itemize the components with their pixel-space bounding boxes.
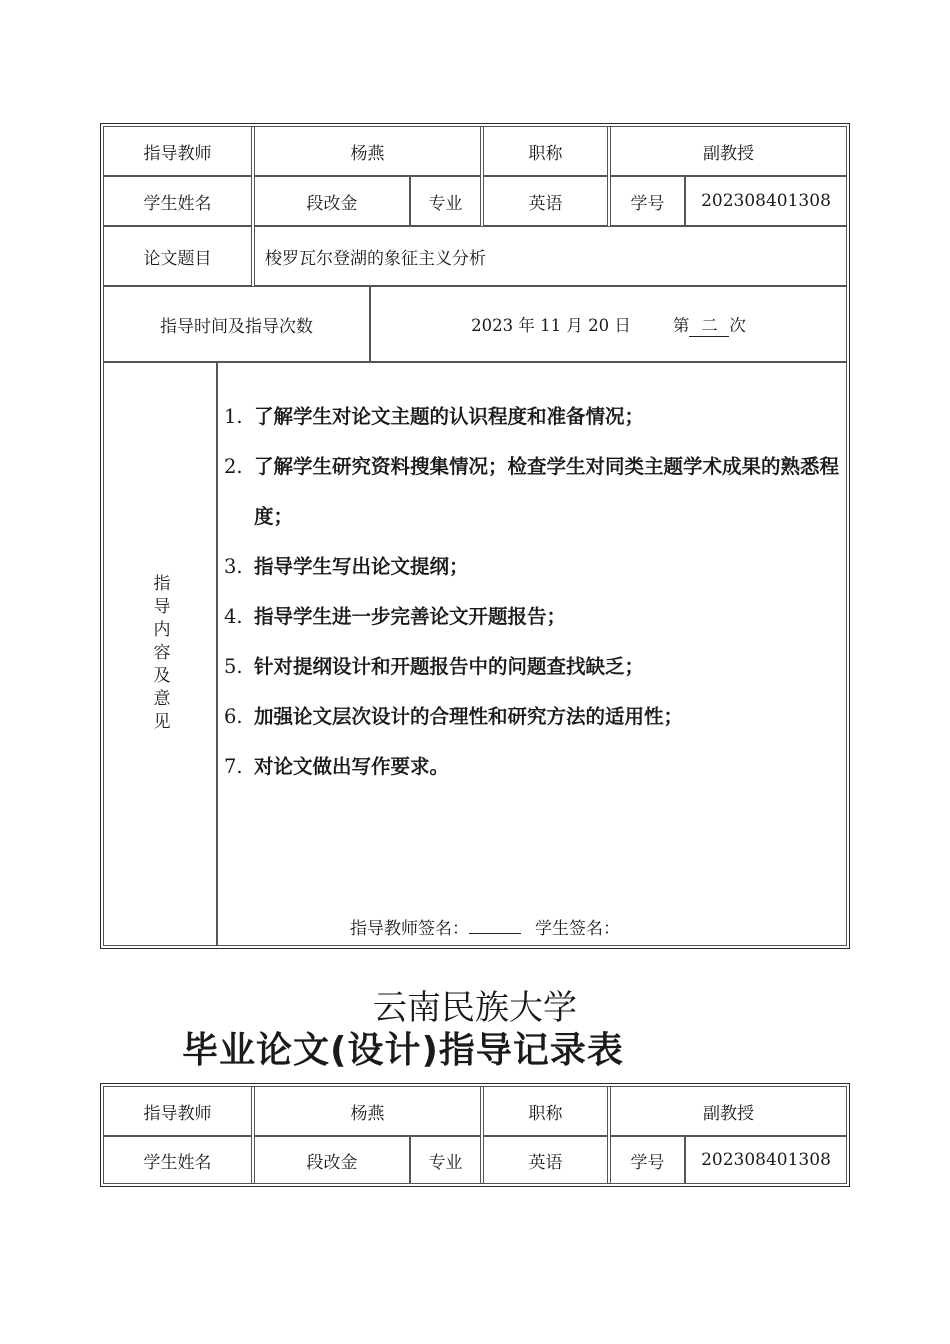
item-text: 指导学生写出论文提纲； bbox=[254, 555, 469, 578]
item-number: 2. bbox=[224, 455, 243, 478]
time-value-cell bbox=[370, 286, 847, 362]
time-label-cell bbox=[103, 286, 370, 362]
id-value-cell bbox=[685, 176, 847, 226]
title-value-2: 副教授 bbox=[703, 1103, 754, 1124]
item-number: 5. bbox=[224, 655, 243, 678]
item-number: 4. bbox=[224, 605, 243, 628]
guidance-item bbox=[224, 742, 844, 792]
times-suffix: 次 bbox=[729, 315, 746, 335]
student-label-cell-2 bbox=[103, 1136, 252, 1184]
major-label-cell bbox=[410, 176, 481, 226]
guidance-item bbox=[224, 592, 844, 642]
student-name: 段改金 bbox=[306, 193, 358, 214]
teacher-label-cell-2 bbox=[103, 1086, 252, 1136]
teacher-name: 杨燕 bbox=[350, 143, 385, 164]
guidance-count: 二 bbox=[689, 312, 729, 337]
topic-value-cell bbox=[254, 226, 847, 286]
student-id: 202308401308 bbox=[701, 191, 831, 211]
major-value-cell bbox=[483, 176, 608, 226]
university-name-text: 云南民族大学 bbox=[373, 988, 577, 1028]
guidance-item bbox=[224, 442, 844, 542]
title-value: 副教授 bbox=[703, 143, 754, 164]
item-text: 针对提纲设计和开题报告中的问题查找缺乏； bbox=[254, 655, 645, 678]
teacher-name-2: 杨燕 bbox=[350, 1103, 385, 1124]
year-char: 年 bbox=[518, 315, 535, 335]
thesis-topic: 梭罗瓦尔登湖的象征主义分析 bbox=[265, 248, 486, 269]
topic-label-cell bbox=[103, 226, 252, 286]
title-value-cell-2 bbox=[610, 1086, 847, 1136]
teacher-label-cell bbox=[103, 126, 252, 176]
student-name-2: 段改金 bbox=[306, 1152, 358, 1173]
title-label-2: 职称 bbox=[528, 1103, 563, 1124]
month-char: 月 bbox=[566, 315, 583, 335]
major-value: 英语 bbox=[528, 193, 563, 214]
item-text: 了解学生对论文主题的认识程度和准备情况； bbox=[254, 405, 645, 428]
teacher-value-cell-2 bbox=[254, 1086, 481, 1136]
id-label-cell-2 bbox=[610, 1136, 685, 1184]
guidance-item bbox=[224, 542, 844, 592]
id-label-cell bbox=[610, 176, 685, 226]
student-label-2: 学生姓名 bbox=[143, 1152, 212, 1173]
form-title: 毕业论文(设计)指导记录表 bbox=[182, 1030, 624, 1071]
student-sign-label: 学生签名： bbox=[535, 919, 620, 939]
item-text: 对论文做出写作要求。 bbox=[254, 755, 450, 778]
title-label: 职称 bbox=[528, 143, 563, 164]
teacher-label: 指导教师 bbox=[143, 143, 212, 164]
time-label: 指导时间及指导次数 bbox=[160, 316, 313, 337]
guidance-item bbox=[224, 392, 844, 442]
guidance-items bbox=[224, 392, 844, 792]
student-value-cell bbox=[254, 176, 410, 226]
item-number: 1. bbox=[224, 405, 243, 428]
guidance-date bbox=[471, 312, 746, 337]
content-label: 指导内容及意见 bbox=[149, 573, 170, 735]
teacher-label-2: 指导教师 bbox=[143, 1103, 212, 1124]
id-label: 学号 bbox=[630, 193, 665, 214]
teacher-sign-label: 指导教师签名： bbox=[350, 919, 469, 939]
item-number: 3. bbox=[224, 555, 243, 578]
major-value-2: 英语 bbox=[528, 1152, 563, 1173]
teacher-value-cell bbox=[254, 126, 481, 176]
date-month: 11 bbox=[540, 315, 562, 335]
major-label: 专业 bbox=[428, 193, 463, 214]
id-label-2: 学号 bbox=[630, 1152, 665, 1173]
content-label-wrap bbox=[103, 362, 217, 946]
times-prefix: 第 bbox=[672, 315, 690, 335]
major-value-cell-2 bbox=[483, 1136, 608, 1184]
major-label-2: 专业 bbox=[428, 1152, 463, 1173]
date-day: 20 bbox=[588, 315, 610, 335]
item-text: 了解学生研究资料搜集情况；检查学生对同类主题学术成果的熟悉程度； bbox=[254, 455, 840, 528]
student-label: 学生姓名 bbox=[143, 193, 212, 214]
item-text: 指导学生进一步完善论文开题报告； bbox=[254, 605, 567, 628]
title-value-cell bbox=[610, 126, 847, 176]
topic-label: 论文题目 bbox=[143, 248, 212, 269]
title-label-cell-2 bbox=[483, 1086, 608, 1136]
guidance-item bbox=[224, 692, 844, 742]
major-label-cell-2 bbox=[410, 1136, 481, 1184]
item-number: 6. bbox=[224, 705, 243, 728]
title-label-cell bbox=[483, 126, 608, 176]
day-char: 日 bbox=[614, 315, 631, 335]
id-value-cell-2 bbox=[685, 1136, 847, 1184]
student-id-2: 202308401308 bbox=[701, 1150, 831, 1170]
student-value-cell-2 bbox=[254, 1136, 410, 1184]
item-number: 7. bbox=[224, 755, 243, 778]
signature-line bbox=[350, 914, 620, 939]
teacher-sign-blank[interactable] bbox=[469, 919, 521, 934]
date-year: 2023 bbox=[471, 315, 514, 335]
student-label-cell bbox=[103, 176, 252, 226]
guidance-item bbox=[224, 642, 844, 692]
item-text: 加强论文层次设计的合理性和研究方法的适用性； bbox=[254, 705, 684, 728]
